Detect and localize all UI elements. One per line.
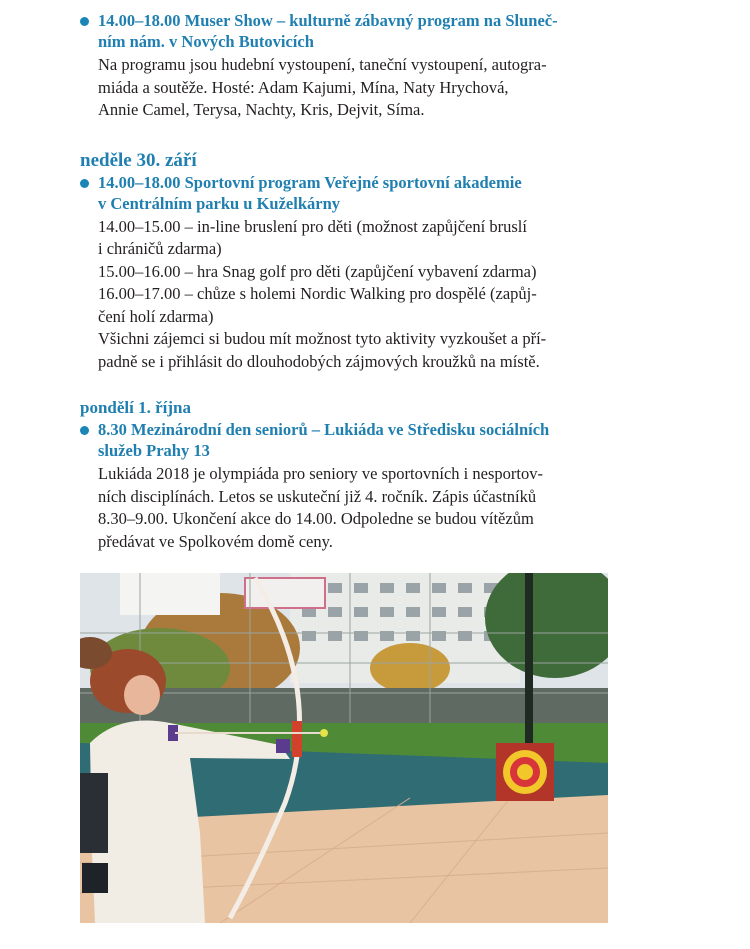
title-line: v Centrálním parku u Kuželkárny xyxy=(98,193,341,213)
event-title xyxy=(98,419,620,461)
body-line: Na programu jsou hudební vystoupení, taneční vystoupení, autogra- xyxy=(98,55,547,74)
bullet-icon xyxy=(80,426,89,435)
body-line: předávat ve Spolkovém domě ceny. xyxy=(98,531,333,551)
event-description xyxy=(98,54,620,122)
body-line: 16.00–17.00 – chůze s holemi Nordic Walking pro dospělé (zapůj- xyxy=(98,284,537,303)
event-title xyxy=(98,10,620,52)
body-line: ních disciplínách. Letos se uskuteční již 4. ročník. Zápis účastníků xyxy=(98,486,537,506)
event-title xyxy=(98,172,620,214)
body-line: Všichni zájemci si budou mít možnost tyto aktivity vyzkoušet a pří- xyxy=(98,329,547,348)
body-line: Lukiáda 2018 je olympiáda pro seniory ve sportovních i nesportov- xyxy=(98,464,543,483)
title-line: služeb Prahy 13 xyxy=(98,441,210,460)
title-line: ním nám. v Nových Butovicích xyxy=(98,32,314,51)
event-sport-program xyxy=(80,172,620,374)
body-line: Annie Camel, Terysa, Nachty, Kris, Dejvit, Síma. xyxy=(98,100,425,119)
body-line: 14.00–15.00 – in-line bruslení pro děti (možnost zapůjčení bruslí xyxy=(98,216,527,236)
body-line: i chráničů zdarma) xyxy=(98,239,222,258)
title-line: 8.30 Mezinárodní den seniorů – Lukiáda ve Středisku sociálních xyxy=(98,420,550,439)
archery-photo xyxy=(80,573,608,923)
bullet-icon xyxy=(80,17,89,26)
bullet-icon xyxy=(80,179,89,188)
body-line: 8.30–9.00. Ukončení akce do 14.00. Odpoledne se budou vítězům xyxy=(98,509,534,528)
archery-photo-illustration xyxy=(80,573,608,923)
body-line: padně se i přihlásit do dlouhodobých zájmových kroužků na místě. xyxy=(98,351,540,371)
body-line: miáda a soutěže. Hosté: Adam Kajumi, Mína, Naty Hrychová, xyxy=(98,77,509,97)
event-description xyxy=(98,216,620,374)
body-line: 15.00–16.00 – hra Snag golf pro děti (zapůjčení vybavení zdarma) xyxy=(98,261,537,281)
event-seniors-day xyxy=(80,419,620,553)
title-line: 14.00–18.00 Muser Show – kulturně zábavný program na Sluneč- xyxy=(98,11,558,30)
event-description xyxy=(98,463,620,553)
body-line: čení holí zdarma) xyxy=(98,306,214,326)
day-heading-sunday: neděle 30. září xyxy=(80,149,197,171)
program-column xyxy=(80,10,620,553)
event-muser-show xyxy=(80,10,620,122)
title-line: 14.00–18.00 Sportovní program Veřejné sportovní akademie xyxy=(98,172,522,192)
day-heading-monday: pondělí 1. října xyxy=(80,398,191,417)
